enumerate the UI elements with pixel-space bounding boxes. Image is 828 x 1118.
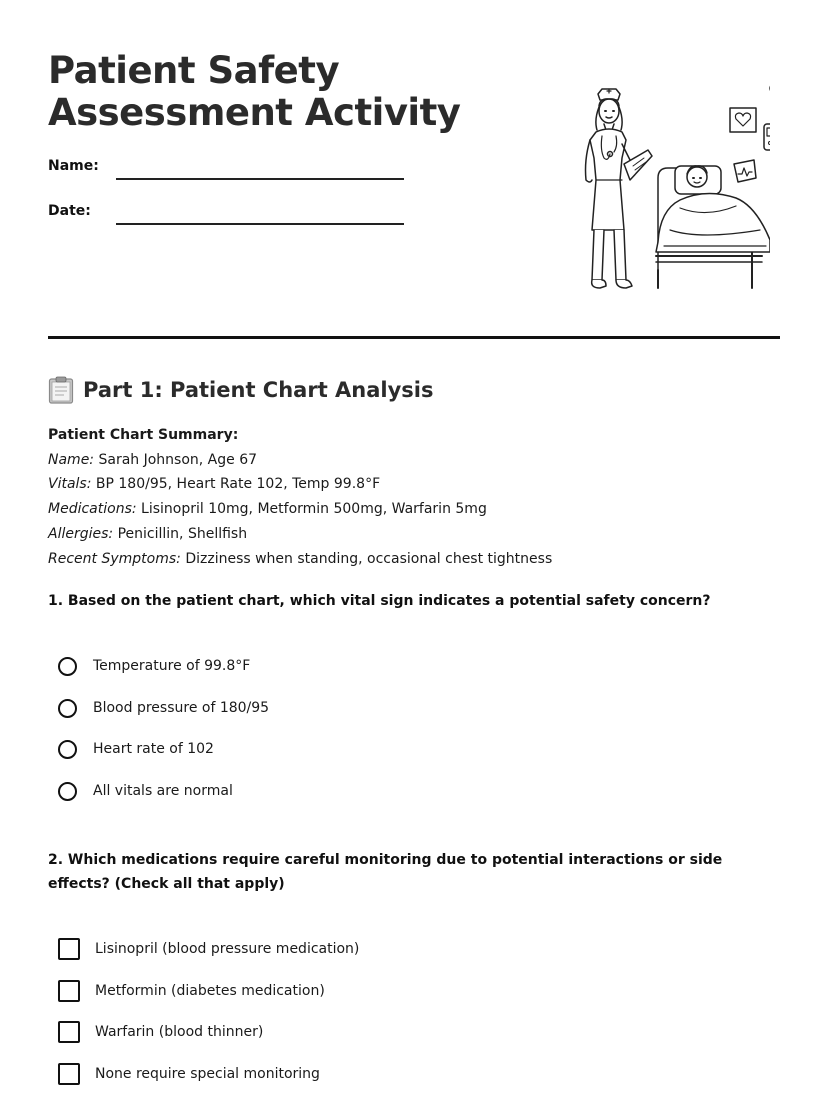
- q2-option-4[interactable]: [58, 1062, 320, 1086]
- option-label: Blood pressure of 180/95: [93, 700, 270, 716]
- option-label: Metformin (diabetes medication): [95, 983, 325, 999]
- summary-key: Name:: [48, 451, 95, 468]
- summary-value: Penicillin, Shellfish: [117, 525, 248, 542]
- radio-button[interactable]: [58, 657, 77, 676]
- name-label: Name:: [48, 158, 99, 174]
- part1-title: Part 1: Patient Chart Analysis: [83, 378, 434, 402]
- summary-value: Dizziness when standing, occasional chest tightness: [185, 550, 553, 567]
- option-label: All vitals are normal: [93, 783, 233, 799]
- hospital-bed-icon: [656, 166, 770, 288]
- worksheet-page: [48, 0, 780, 1118]
- radio-button[interactable]: [58, 740, 77, 759]
- question-1-text: 1. Based on the patient chart, which vital sign indicates a potential safety concern?: [48, 593, 711, 609]
- option-label: Lisinopril (blood pressure medication): [95, 941, 360, 957]
- date-field[interactable]: [48, 203, 404, 227]
- q2-option-1[interactable]: [58, 937, 359, 961]
- radio-button[interactable]: [58, 699, 77, 718]
- checkbox[interactable]: [58, 980, 80, 1002]
- worksheet-title: [48, 50, 460, 134]
- option-label: Heart rate of 102: [93, 741, 214, 757]
- q2-option-2[interactable]: [58, 979, 325, 1003]
- title-line-2: Assessment Activity: [48, 91, 461, 134]
- date-line[interactable]: [116, 223, 404, 225]
- name-field[interactable]: [48, 158, 404, 182]
- q2-option-3[interactable]: [58, 1020, 263, 1044]
- patient-chart-summary: [48, 423, 780, 571]
- option-label: Temperature of 99.8°F: [93, 658, 251, 674]
- summary-key: Vitals:: [48, 476, 92, 493]
- radio-button[interactable]: [58, 782, 77, 801]
- summary-key: Recent Symptoms:: [48, 550, 181, 567]
- part1-header: [48, 374, 434, 406]
- header-divider: [48, 336, 780, 339]
- summary-value: BP 180/95, Heart Rate 102, Temp 99.8°F: [95, 476, 381, 493]
- summary-key: Allergies:: [48, 525, 114, 542]
- q1-option-1[interactable]: [58, 654, 250, 678]
- summary-row-symptoms: [48, 547, 780, 572]
- checkbox[interactable]: [58, 1021, 80, 1043]
- summary-row-name: [48, 448, 780, 473]
- summary-key: Medications:: [48, 501, 137, 518]
- medical-monitor-icon: [764, 124, 770, 150]
- summary-row-medications: [48, 497, 780, 522]
- option-label: None require special monitoring: [95, 1066, 320, 1082]
- option-label: Warfarin (blood thinner): [95, 1024, 264, 1040]
- q1-option-4[interactable]: [58, 779, 233, 803]
- date-label: Date:: [48, 203, 91, 219]
- q1-option-3[interactable]: [58, 737, 214, 761]
- summary-value: Sarah Johnson, Age 67: [98, 451, 258, 468]
- nurse-icon: [586, 89, 653, 288]
- nurse-patient-illustration: [530, 80, 770, 298]
- summary-row-allergies: [48, 522, 780, 547]
- summary-row-vitals: [48, 472, 780, 497]
- ecg-card-icon: [734, 160, 756, 182]
- name-line[interactable]: [116, 178, 404, 180]
- clipboard-icon: [48, 376, 74, 404]
- heart-card-icon: [730, 108, 756, 132]
- summary-heading: Patient Chart Summary:: [48, 427, 239, 443]
- q1-option-2[interactable]: [58, 696, 269, 720]
- checkbox[interactable]: [58, 1063, 80, 1085]
- summary-value: Lisinopril 10mg, Metformin 500mg, Warfarin 5mg: [141, 501, 487, 518]
- title-line-1: Patient Safety: [48, 49, 340, 92]
- checkbox[interactable]: [58, 938, 80, 960]
- question-2-text: 2. Which medications require careful monitoring due to potential interactions or side effects? (Check all that apply): [48, 852, 723, 892]
